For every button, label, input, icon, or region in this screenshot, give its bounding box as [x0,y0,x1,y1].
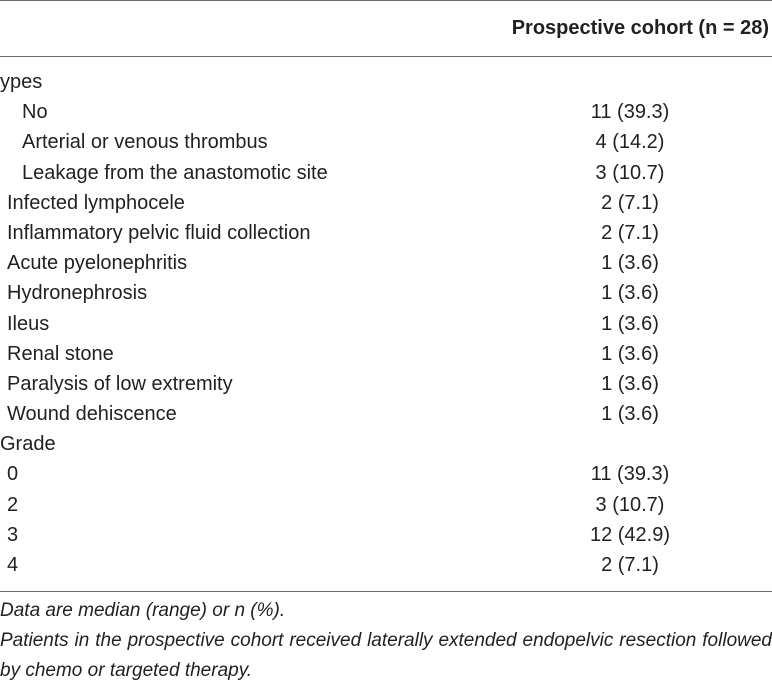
table-row [0,309,772,339]
row-label: Infected lymphocele [7,191,185,214]
table-top-rule [0,0,772,1]
row-value: 12 (42.9) [589,523,671,546]
row-label: Arterial or venous thrombus [22,131,268,154]
row-label: 3 [7,523,19,546]
row-value: 1 (3.6) [601,252,659,275]
row-label: Inflammatory pelvic fluid collection [7,221,311,244]
row-value: 4 (14.2) [595,131,665,154]
footnote-cohort-description: Patients in the prospective cohort received laterally extended endopelvic resection followed by chemo or targeted therapy. [0,630,772,681]
table-row [0,459,772,489]
row-value: 2 (7.1) [601,221,659,244]
row-value: 1 (3.6) [601,342,659,365]
row-label: Acute pyelonephritis [7,252,188,275]
row-label: Hydronephrosis [7,282,148,305]
row-label: Leakage from the anastomotic site [22,161,328,184]
row-value: 11 (39.3) [590,101,670,124]
table-row [0,97,772,127]
table-row [0,67,772,97]
table-row [0,339,772,369]
table-row [0,218,772,248]
table-bottom-rule [0,591,772,592]
row-value: 1 (3.6) [601,312,659,335]
table-row [0,550,772,580]
row-label: Grade [0,433,56,456]
row-value: 1 (3.6) [601,282,659,305]
footnote-data-format: Data are median (range) or n (%). [0,600,286,621]
row-value: 2 (7.1) [601,554,659,576]
row-label: 2 [7,493,19,516]
table-row [0,127,772,157]
row-value: 1 (3.6) [601,372,659,395]
column-header-prospective-cohort: Prospective cohort (n = 28) [511,17,769,39]
row-value: 2 (7.1) [601,191,659,214]
table-footnotes [0,596,772,686]
row-label: Renal stone [7,342,114,365]
table-row [0,158,772,188]
table-row [0,520,772,550]
table-row [0,248,772,278]
table-row [0,188,772,218]
table-row [0,490,772,520]
table-row [0,369,772,399]
table-row [0,429,772,459]
row-value: 1 (3.6) [601,403,659,426]
table-row [0,399,772,429]
table-body [0,67,772,580]
row-label: Wound dehiscence [7,403,177,426]
row-label: Ileus [7,312,50,335]
table-header-rule [0,56,772,57]
row-label: ypes [0,71,43,93]
row-value: 11 (39.3) [590,463,670,486]
table-row [0,278,772,308]
row-value: 3 (10.7) [595,493,665,516]
row-label: Paralysis of low extremity [7,372,233,395]
row-label: 0 [7,463,19,486]
row-label: No [22,101,48,124]
row-value: 3 (10.7) [595,161,665,184]
row-label: 4 [7,554,19,576]
